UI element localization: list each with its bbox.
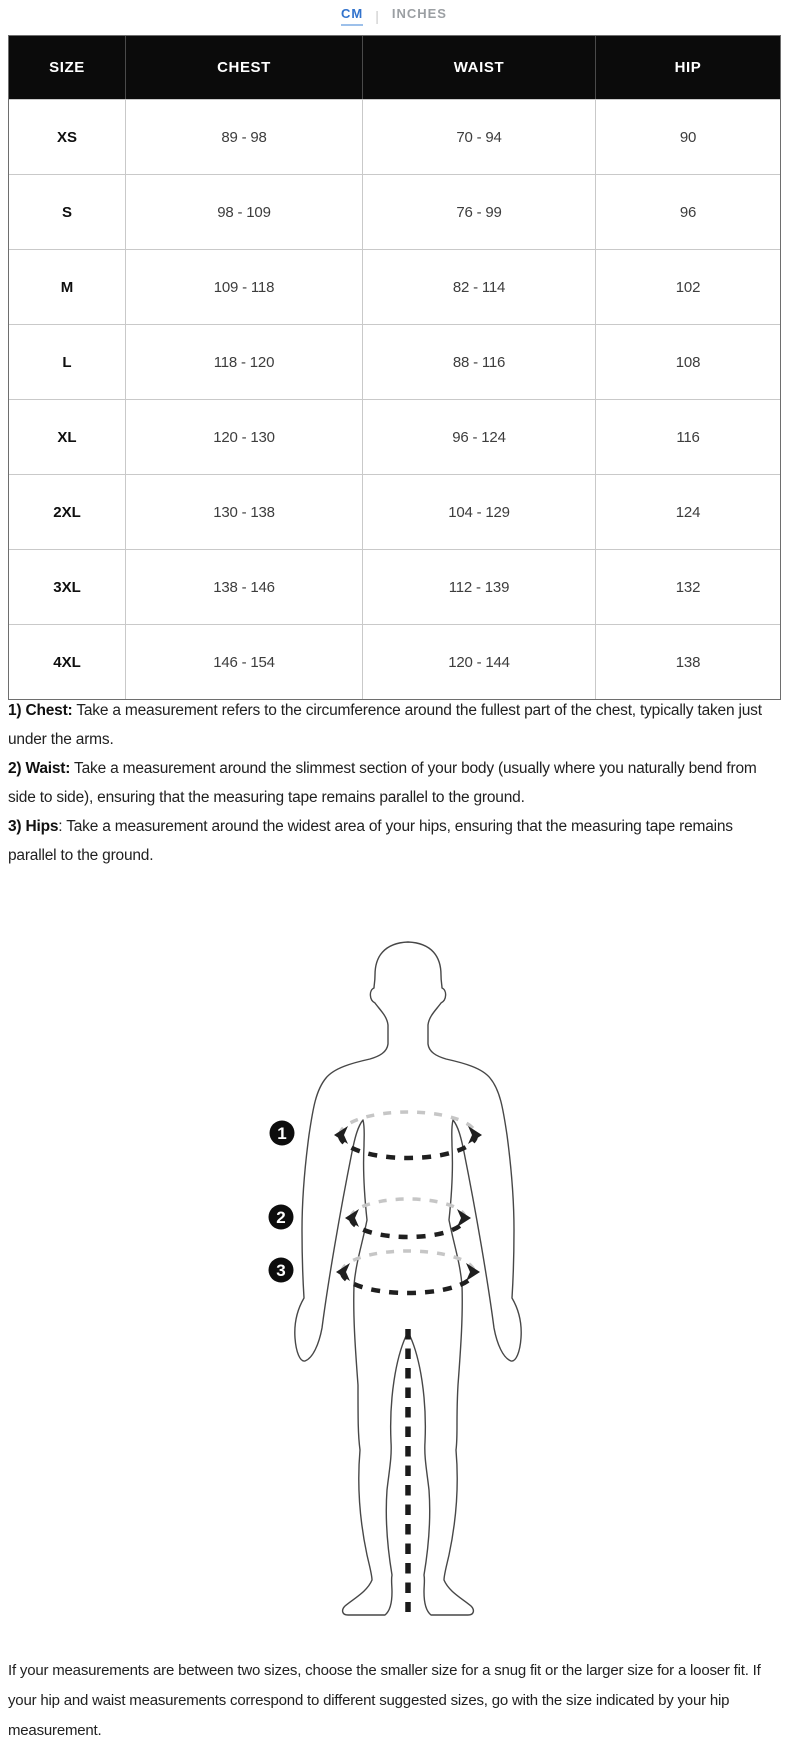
size-table [8, 35, 781, 700]
hip-cell: 124 [596, 474, 780, 549]
size-cell: 4XL [9, 624, 126, 699]
badge-1 [270, 1121, 295, 1146]
chest-cell: 146 - 154 [126, 624, 363, 699]
waist-cell: 76 - 99 [363, 174, 596, 249]
waist-cell: 120 - 144 [363, 624, 596, 699]
waist-cell: 70 - 94 [363, 99, 596, 174]
hip-cell: 138 [596, 624, 780, 699]
note-waist-label: 2) Waist: [8, 760, 71, 777]
waist-cell: 104 - 129 [363, 474, 596, 549]
waist-cell: 88 - 116 [363, 324, 596, 399]
tab-cm[interactable]: CM [341, 6, 363, 26]
note-chest [8, 696, 784, 754]
badge-2 [269, 1205, 294, 1230]
chest-cell: 120 - 130 [126, 399, 363, 474]
measurement-notes [8, 696, 784, 870]
size-cell: S [9, 174, 126, 249]
size-cell: XL [9, 399, 126, 474]
header-size: SIZE [9, 36, 126, 99]
hip-cell: 132 [596, 549, 780, 624]
chest-cell: 130 - 138 [126, 474, 363, 549]
header-hip: HIP [596, 36, 780, 99]
tab-separator: | [375, 8, 380, 24]
size-cell: 3XL [9, 549, 126, 624]
size-cell: XS [9, 99, 126, 174]
waist-cell: 82 - 114 [363, 249, 596, 324]
svg-text:1: 1 [277, 1124, 287, 1143]
hip-cell: 96 [596, 174, 780, 249]
hip-cell: 116 [596, 399, 780, 474]
note-waist-text: Take a measurement around the slimmest section of your body (usually where you naturally bend from side to side), ensuring that the measuring tape remains parallel to the ground. [8, 760, 757, 806]
unit-toggle [0, 6, 788, 26]
chest-cell: 98 - 109 [126, 174, 363, 249]
size-cell: 2XL [9, 474, 126, 549]
hip-cell: 90 [596, 99, 780, 174]
chest-cell: 109 - 118 [126, 249, 363, 324]
waist-cell: 96 - 124 [363, 399, 596, 474]
note-chest-text: Take a measurement refers to the circumference around the fullest part of the chest, typically taken just under the arms. [8, 702, 762, 748]
fit-advice-note: If your measurements are between two sizes, choose the smaller size for a snug fit or the larger size for a looser fit. If your hip and waist measurements correspond to different suggested sizes, go with the size indicated by your hip measurement. [8, 1662, 761, 1739]
waist-cell: 112 - 139 [363, 549, 596, 624]
note-hips-text: : Take a measurement around the widest area of your hips, ensuring that the measuring tape remains parallel to the ground. [8, 818, 733, 864]
body-measurement-diagram [230, 930, 560, 1630]
header-waist: WAIST [363, 36, 596, 99]
size-cell: M [9, 249, 126, 324]
chest-cell: 138 - 146 [126, 549, 363, 624]
note-hips [8, 812, 784, 870]
hip-cell: 108 [596, 324, 780, 399]
note-chest-label: 1) Chest: [8, 702, 73, 719]
note-waist [8, 754, 784, 812]
note-hips-label: 3) Hips [8, 818, 59, 835]
chest-cell: 118 - 120 [126, 324, 363, 399]
svg-text:2: 2 [276, 1208, 286, 1227]
chest-cell: 89 - 98 [126, 99, 363, 174]
header-chest: CHEST [126, 36, 363, 99]
badge-3 [269, 1258, 294, 1283]
svg-text:3: 3 [276, 1261, 286, 1280]
size-cell: L [9, 324, 126, 399]
hip-cell: 102 [596, 249, 780, 324]
tab-inches[interactable]: INCHES [391, 6, 447, 21]
